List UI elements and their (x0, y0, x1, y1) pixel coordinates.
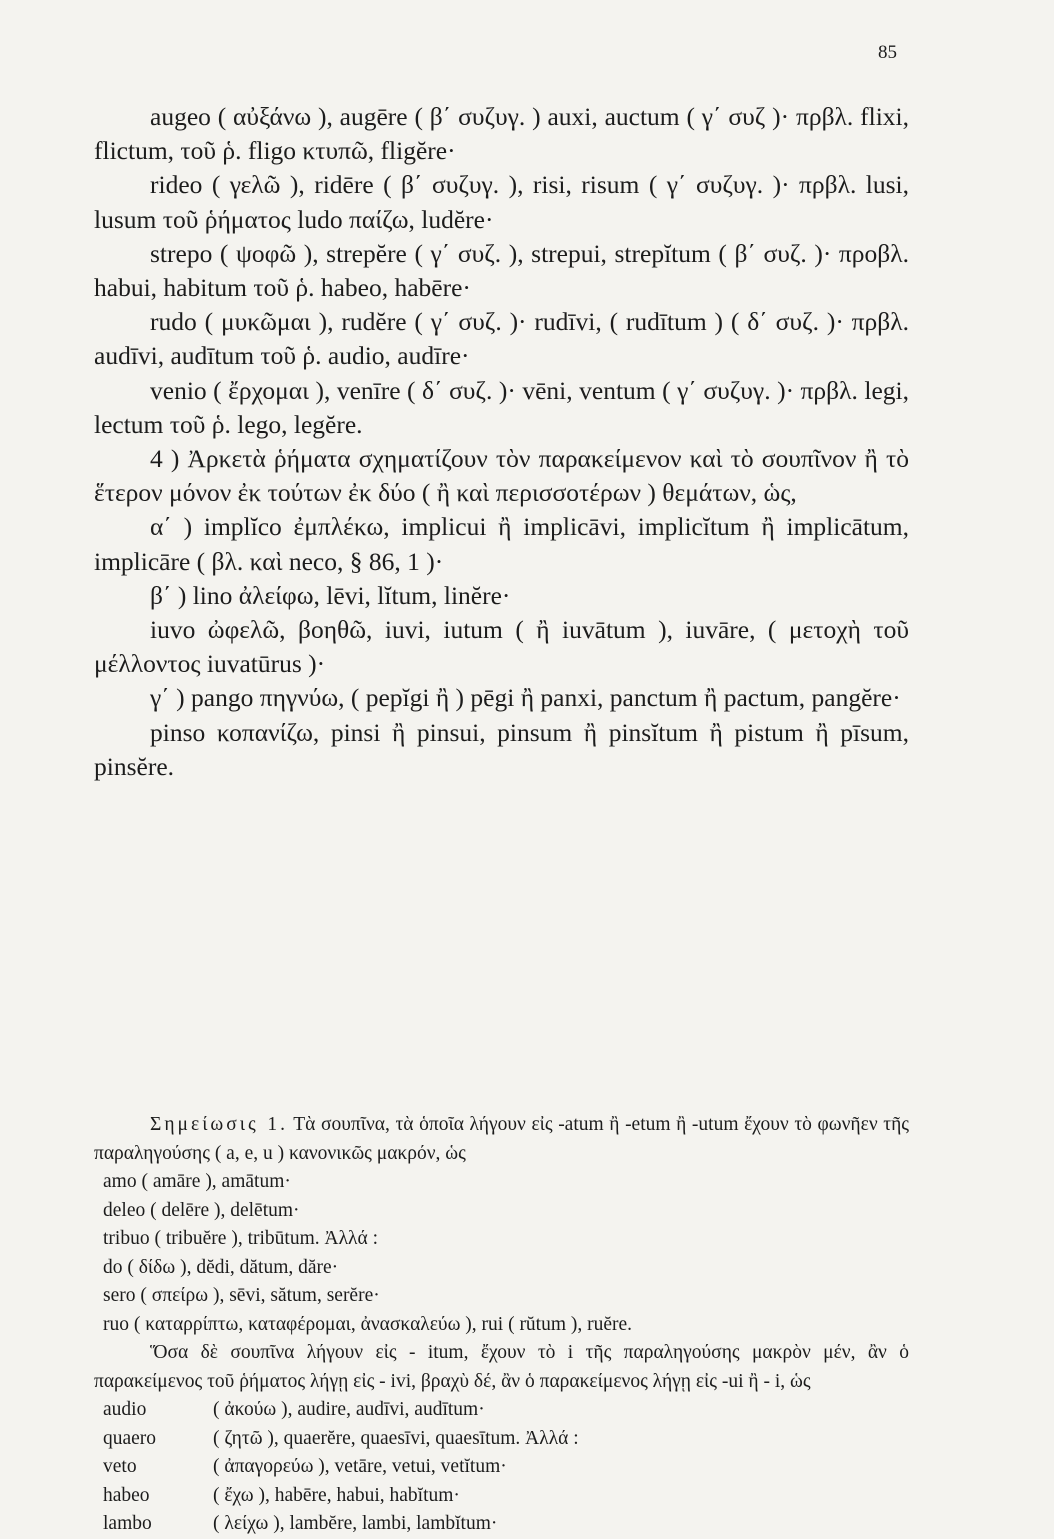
note-intro (94, 1111, 909, 1168)
note-label: Σημείωσις 1. (150, 1114, 288, 1135)
paragraph-iuvo: iuvo ὠφελῶ, βοηθῶ, iuvi, iutum ( ἢ iuvātum ), iuvāre, ( μετοχὴ τοῦ μέλλοντος iuvatūrus )· (94, 615, 909, 679)
paragraph-rule-4: 4 ) Ἀρκετὰ ῥήματα σχηματίζουν τὸν παρακείμενον καὶ τὸ σουπῖνον ἢ τὸ ἕτερον μόνον ἐκ τούτων ἐκ δύο ( ἢ καὶ περισσοτέρων ) θεμάτων, ὡς, (94, 444, 909, 508)
example-line: do ( δίδω ), dĕdi, dătum, dăre· (103, 1256, 339, 1278)
note-intro-text: Τὰ σουπῖνα, τὰ ὁποῖα λήγουν εἰς -atum ἢ -etum ἢ -utum ἔχουν τὸ φωνῆεν τῆς παραληγούσης ( a, e, u ) κανονικῶς μακρόν, ὡς (94, 1114, 909, 1164)
example-forms: ( ἀπαγορεύω ), vetāre, vetui, vetĭtum· (213, 1456, 507, 1477)
note-section (94, 1111, 909, 1539)
paragraph-pango: γ΄ ) pango πηγνύω, ( pepĭgi ἢ ) pēgi ἢ panxi, panctum ἢ pactum, pangĕre· (150, 683, 901, 713)
example-word: habeo (103, 1484, 150, 1506)
example-line: sero ( σπείρω ), sēvi, sătum, serĕre· (103, 1285, 380, 1306)
paragraph-pinso: pinso κοπανίζω, pinsi ἢ pinsui, pinsum ἢ pinsĭtum ἢ pistum ἢ pīsum, pinsĕre. (94, 717, 909, 781)
example-word: quaero (103, 1427, 157, 1449)
example-row (94, 1453, 909, 1482)
example-line: tribuo ( tribuĕre ), tribūtum. Ἀλλά : (103, 1228, 378, 1249)
example-forms: ( λείχω ), lambĕre, lambi, lambĭtum· (213, 1513, 498, 1534)
note-intro-2: Ὅσα δὲ σουπῖνα λήγουν εἰς - itum, ἔχουν τὸ i τῆς παραληγούσης μακρὸν μέν, ἂν ὁ παρακείμενος τοῦ ῥήματος λήγῃ εἰς - ivi, βραχὺ δέ, ἂν ὁ παρακείμενος λήγῃ εἰς -ui ἢ - i, ὡς (94, 1342, 909, 1392)
paragraph-lino: β΄ ) lino ἀλείφω, lēvi, lĭtum, linĕre· (150, 580, 511, 610)
paragraph-augeo: augeo ( αὐξάνω ), augēre ( β΄ συζυγ. ) auxi, auctum ( γ΄ συζ )· πρβλ. flixi, flictum, τοῦ ῥ. fligo κτυπῶ, fligĕre· (94, 102, 909, 166)
example-word: veto (103, 1456, 137, 1477)
example-line: ruo ( καταρρίπτω, καταφέρομαι, ἀνασκαλεύω ), rui ( rŭtum ), ruĕre. (103, 1313, 633, 1335)
main-text (94, 100, 909, 784)
example-row (94, 1396, 909, 1425)
page-number: 85 (878, 42, 897, 63)
example-row (94, 1482, 909, 1511)
example-word: audio (103, 1399, 147, 1420)
example-forms: ( ζητῶ ), quaerĕre, quaesīvi, quaesītum. Ἀλλά : (213, 1427, 579, 1449)
paragraph-rudo: rudo ( μυκῶμαι ), rudĕre ( γ΄ συζ. )· rudīvi, ( rudītum ) ( δ΄ συζ. )· πρβλ. audīvi, audītum τοῦ ῥ. audio, audīre· (94, 307, 909, 371)
example-line: deleo ( delēre ), delētum· (103, 1199, 300, 1221)
paragraph-implico: α΄ ) implĭco ἐμπλέκω, implicui ἢ implicāvi, implicĭtum ἢ implicātum, implicāre ( βλ. καὶ neco, § 86, 1 )· (94, 512, 909, 576)
example-row (94, 1510, 909, 1539)
example-forms: ( ἔχω ), habēre, habui, habĭtum· (213, 1484, 460, 1506)
example-line: amo ( amāre ), amātum· (103, 1171, 291, 1192)
paragraph-rideo: rideo ( γελῶ ), ridēre ( β΄ συζυγ. ), risi, risum ( γ΄ συζυγ. )· πρβλ. lusi, lusum τοῦ ῥήματος ludo παίζω, ludĕre· (94, 170, 909, 234)
example-forms: ( ἀκούω ), audire, audīvi, audītum· (213, 1399, 485, 1420)
example-word: lambo (103, 1513, 152, 1534)
paragraph-strepo: strepo ( ψοφῶ ), strepĕre ( γ΄ συζ. ), strepui, strepĭtum ( β΄ συζ. )· προβλ. habui, habitum τοῦ ῥ. habeo, habēre· (94, 238, 909, 303)
paragraph-venio: venio ( ἔρχομαι ), venīre ( δ΄ συζ. )· vēni, ventum ( γ΄ συζυγ. )· πρβλ. legi, lectum τοῦ ῥ. lego, legĕre. (94, 375, 909, 439)
example-row (94, 1425, 909, 1454)
